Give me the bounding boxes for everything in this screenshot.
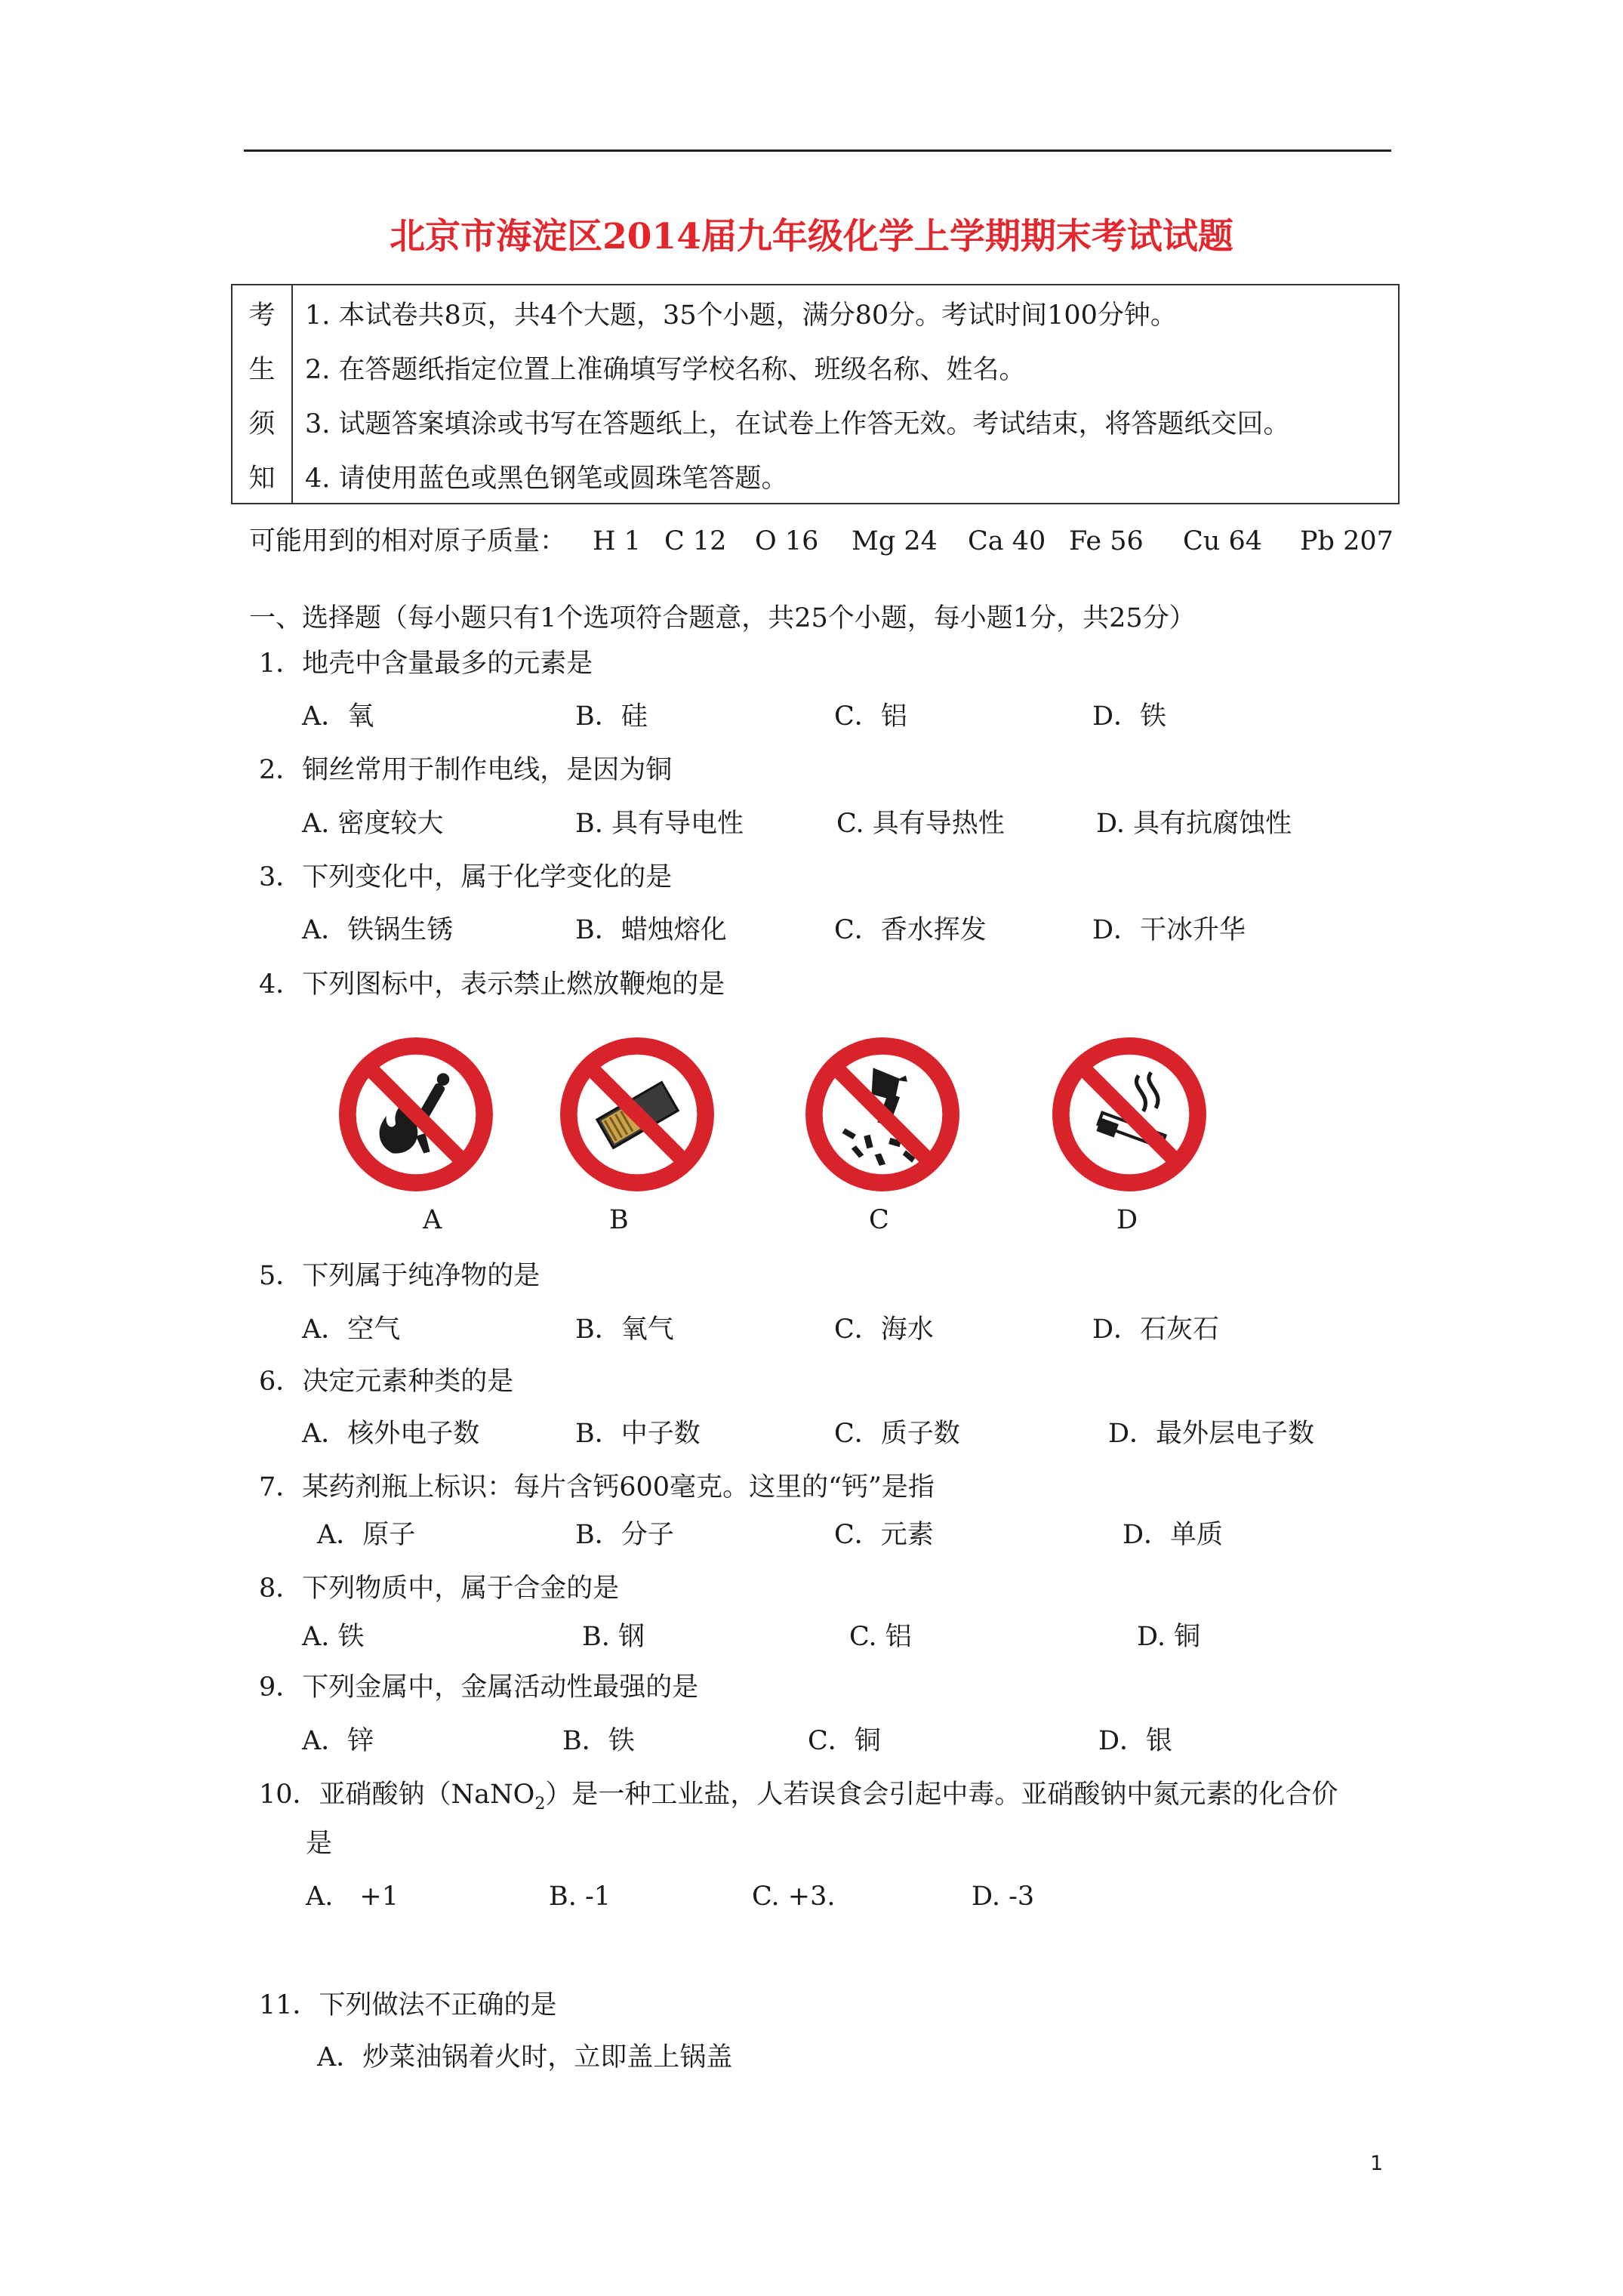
option-7a: A．原子: [317, 1520, 416, 1550]
option-6b: B．中子数: [575, 1419, 701, 1449]
option-5a: A．空气: [302, 1314, 401, 1345]
option-6d: D．最外层电子数: [1108, 1419, 1315, 1449]
option-5d: D．石灰石: [1092, 1314, 1220, 1345]
sign-label-c: C: [869, 1205, 889, 1235]
option-5b: B．氧气: [575, 1314, 674, 1345]
atomic-mass-h: H 1: [593, 526, 641, 556]
option-1b: B．硅: [575, 701, 648, 732]
option-2d: D. 具有抗腐蚀性: [1096, 809, 1292, 839]
option-8d: D. 铜: [1137, 1622, 1201, 1652]
option-2b: B. 具有导电性: [575, 809, 744, 839]
question-stem-2: 2．铜丝常用于制作电线，是因为铜: [259, 755, 673, 785]
question-stem-5: 5．下列属于纯净物的是: [259, 1261, 540, 1291]
option-9c: C．铜: [808, 1726, 881, 1756]
option-2c: C. 具有导热性: [836, 809, 1005, 839]
notice-item: 4. 请使用蓝色或黑色钢笔或圆珠笔答题。: [305, 464, 788, 494]
option-10c: C. +3.: [752, 1881, 836, 1912]
option-10b: B. -1: [549, 1881, 611, 1912]
option-8a: A. 铁: [302, 1622, 365, 1652]
option-9a: A．锌: [302, 1726, 374, 1756]
atomic-mass-ca: Ca 40: [968, 526, 1046, 556]
option-3c: C．香水挥发: [834, 915, 987, 945]
notice-item: 3. 试题答案填涂或书写在答题纸上，在试卷上作答无效。考试结束，将答题纸交回。: [305, 409, 1290, 439]
option-10d: D. -3: [972, 1881, 1035, 1912]
option-1d: D．铁: [1092, 701, 1167, 732]
question-stem-6: 6．决定元素种类的是: [259, 1367, 514, 1397]
question-stem-11: 11．下列做法不正确的是: [259, 1990, 557, 2020]
side-char: 考: [248, 300, 276, 331]
exam-notice-box: [231, 284, 1400, 504]
option-9b: B．铁: [562, 1726, 635, 1756]
q10-stem-post: ）是一种工业盐，人若误食会引起中毒。亚硝酸钠中氮元素的化合价: [545, 1780, 1338, 1810]
atomic-mass-o: O 16: [755, 526, 819, 556]
option-6a: A．核外电子数: [302, 1419, 480, 1449]
question-stem-9: 9．下列金属中，金属活动性最强的是: [259, 1672, 699, 1703]
exam-title: 北京市海淀区2014届九年级化学上学期期末考试试题: [390, 216, 1233, 257]
header-rule: [244, 149, 1391, 152]
option-1c: C．铝: [834, 701, 907, 732]
atomic-mass-cu: Cu 64: [1183, 526, 1262, 556]
atomic-mass-fe: Fe 56: [1069, 526, 1144, 556]
option-7d: D．单质: [1123, 1520, 1224, 1550]
option-8c: C. 铝: [849, 1622, 912, 1652]
notice-item: 2. 在答题纸指定位置上准确填写学校名称、班级名称、姓名。: [305, 355, 1026, 385]
option-7c: C．元素: [834, 1520, 934, 1550]
page-number: 1: [1370, 2152, 1384, 2175]
no-smoking-icon: [1052, 1037, 1207, 1192]
sign-label-a: A: [423, 1205, 442, 1235]
question-stem-3: 3．下列变化中，属于化学变化的是: [259, 862, 673, 892]
question-stem-1: 1．地壳中含量最多的元素是: [259, 649, 593, 679]
section-heading: 一、选择题（每小题只有1个选项符合题意，共25个小题，每小题1分，共25分）: [249, 603, 1196, 633]
option-1a: A．氧: [302, 701, 374, 732]
question-stem-7: 7．某药剂瓶上标识：每片含钙600毫克。这里的“钙”是指: [259, 1472, 935, 1502]
option-8b: B. 钢: [582, 1622, 645, 1652]
no-open-flame-icon: [338, 1037, 494, 1192]
q10-stem-sub: 2: [534, 1795, 546, 1814]
notice-item: 1. 本试卷共8页，共4个大题，35个小题，满分80分。考试时间100分钟。: [305, 300, 1177, 331]
side-char: 生: [248, 355, 276, 385]
atomic-mass-label: 可能用到的相对原子质量：: [249, 526, 567, 556]
atomic-mass-c: C 12: [664, 526, 727, 556]
option-7b: B．分子: [575, 1520, 674, 1550]
option-6c: C．质子数: [834, 1419, 960, 1449]
question-stem-8: 8．下列物质中，属于合金的是: [259, 1573, 620, 1604]
question-stem-10-cont: 是: [306, 1829, 333, 1859]
no-matches-icon: [559, 1037, 715, 1192]
option-3a: A．铁锅生锈: [302, 915, 454, 945]
option-11a: A．炒菜油锅着火时，立即盖上锅盖: [317, 2042, 733, 2073]
sign-label-b: B: [609, 1205, 629, 1235]
q10-stem-pre: 10．亚硝酸钠（NaNO: [259, 1780, 535, 1810]
sign-label-d: D: [1116, 1205, 1138, 1235]
notice-side-label: [233, 285, 293, 503]
option-5c: C．海水: [834, 1314, 934, 1345]
option-2a: A. 密度较大: [302, 809, 444, 839]
side-char: 知: [248, 464, 276, 494]
no-firecrackers-icon: [805, 1037, 960, 1192]
option-9d: D．银: [1098, 1726, 1173, 1756]
option-10a: A. +1: [306, 1881, 399, 1912]
atomic-mass-pb: Pb 207: [1300, 526, 1394, 556]
question-stem-4: 4．下列图标中，表示禁止燃放鞭炮的是: [259, 969, 725, 1000]
side-char: 须: [248, 409, 276, 439]
atomic-mass-mg: Mg 24: [852, 526, 938, 556]
option-3d: D．干冰升华: [1092, 915, 1246, 945]
question-stem-10: [259, 1778, 1338, 1821]
option-3b: B．蜡烛熔化: [575, 915, 727, 945]
